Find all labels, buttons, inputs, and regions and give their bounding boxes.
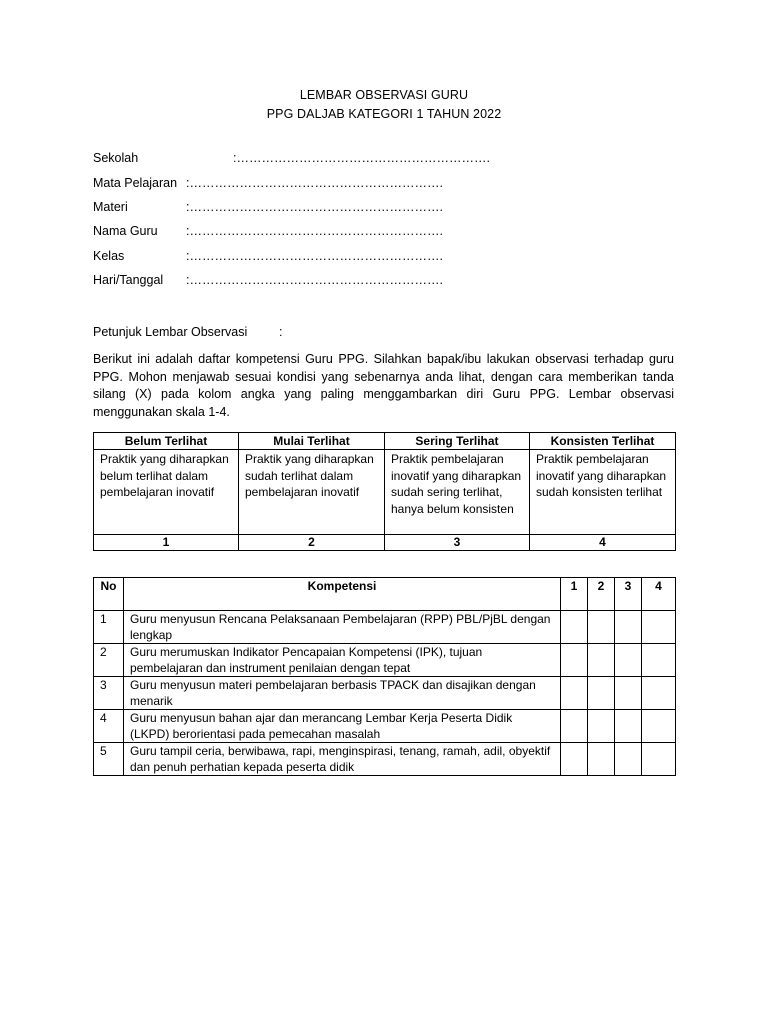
document-subtitle: PPG DALJAB KATEGORI 1 TAHUN 2022 — [266, 107, 502, 121]
field-label-mata-pelajaran: Mata Pelajaran — [93, 176, 178, 190]
row-number: 5 — [94, 743, 124, 776]
competency-header-row — [94, 578, 676, 611]
scale-header: Belum Terlihat — [94, 433, 239, 450]
scale-description: Praktik pembelajaran inovatif yang diharapkan sudah konsisten terlihat — [530, 450, 676, 535]
scale-description: Praktik yang diharapkan belum terlihat dalam pembelajaran inovatif — [94, 450, 239, 535]
score-cell-2[interactable] — [588, 611, 615, 644]
header-competency: Kompetensi — [124, 578, 561, 611]
competency-row — [94, 611, 676, 644]
header-no: No — [94, 578, 124, 611]
field-label-kelas: Kelas — [93, 249, 125, 263]
row-number: 3 — [94, 677, 124, 710]
field-value-materi: :……………………………………………………. — [186, 200, 443, 214]
header-score-3: 3 — [615, 578, 642, 611]
header-score-2: 2 — [588, 578, 615, 611]
score-cell-1[interactable] — [561, 677, 588, 710]
scale-description: Praktik pembelajaran inovatif yang diharapkan sudah sering terlihat, hanya belum konsisten — [385, 450, 530, 535]
scale-score: 3 — [385, 535, 530, 551]
score-cell-4[interactable] — [642, 677, 676, 710]
row-number: 2 — [94, 644, 124, 677]
header-score-4: 4 — [642, 578, 676, 611]
scale-table — [93, 432, 676, 551]
field-label-hari-tanggal: Hari/Tanggal — [93, 273, 164, 287]
score-cell-4[interactable] — [642, 644, 676, 677]
competency-text: Guru tampil ceria, berwibawa, rapi, menginspirasi, tenang, ramah, adil, obyektif dan penuh perhatian kepada peserta didik — [124, 743, 561, 776]
score-cell-2[interactable] — [588, 743, 615, 776]
score-cell-3[interactable] — [615, 644, 642, 677]
competency-row — [94, 743, 676, 776]
instructions-body: Berikut ini adalah daftar kompetensi Guru PPG. Silahkan bapak/ibu lakukan observasi terhadap guru PPG. Mohon menjawab sesuai kondisi yang sebenarnya anda lihat, dengan cara memberikan tanda silang (X) pada kolom angka yang paling menggambarkan diri Guru PPG. Lembar observasi menggunakan skala 1-4. — [93, 352, 674, 419]
competency-row — [94, 677, 676, 710]
score-cell-1[interactable] — [561, 710, 588, 743]
score-cell-2[interactable] — [588, 677, 615, 710]
scale-header-row — [94, 433, 676, 450]
field-label-materi: Materi — [93, 200, 128, 214]
score-cell-3[interactable] — [615, 743, 642, 776]
score-cell-2[interactable] — [588, 644, 615, 677]
field-value-kelas: :……………………………………………………. — [186, 249, 443, 263]
score-cell-3[interactable] — [615, 611, 642, 644]
scale-header: Mulai Terlihat — [239, 433, 385, 450]
scale-score-row — [94, 535, 676, 551]
score-cell-1[interactable] — [561, 644, 588, 677]
score-cell-4[interactable] — [642, 710, 676, 743]
competency-table — [93, 577, 676, 776]
scale-header: Sering Terlihat — [385, 433, 530, 450]
scale-description: Praktik yang diharapkan sudah terlihat dalam pembelajaran inovatif — [239, 450, 385, 535]
row-number: 1 — [94, 611, 124, 644]
instructions-colon: : — [279, 325, 283, 339]
row-number: 4 — [94, 710, 124, 743]
scale-score: 2 — [239, 535, 385, 551]
score-cell-3[interactable] — [615, 710, 642, 743]
score-cell-1[interactable] — [561, 611, 588, 644]
competency-row — [94, 644, 676, 677]
scale-header: Konsisten Terlihat — [530, 433, 676, 450]
scale-score: 4 — [530, 535, 676, 551]
field-value-nama-guru: :……………………………………………………. — [186, 224, 443, 238]
competency-text: Guru merumuskan Indikator Pencapaian Kompetensi (IPK), tujuan pembelajaran dan instrument penilaian dengan tepat — [124, 644, 561, 677]
score-cell-4[interactable] — [642, 743, 676, 776]
field-value-sekolah: :……………………………………………………. — [233, 151, 490, 165]
instructions-title: Petunjuk Lembar Observasi — [93, 325, 248, 339]
header-score-1: 1 — [561, 578, 588, 611]
document-title: LEMBAR OBSERVASI GURU — [299, 88, 469, 102]
competency-text: Guru menyusun bahan ajar dan merancang Lembar Kerja Peserta Didik (LKPD) berorientasi pada pemecahan masalah — [124, 710, 561, 743]
competency-row — [94, 710, 676, 743]
field-label-sekolah: Sekolah — [93, 151, 139, 165]
field-label-nama-guru: Nama Guru — [93, 224, 158, 238]
score-cell-4[interactable] — [642, 611, 676, 644]
scale-description-row — [94, 450, 676, 535]
scale-score: 1 — [94, 535, 239, 551]
field-value-mata-pelajaran: :……………………………………………………. — [186, 176, 443, 190]
score-cell-1[interactable] — [561, 743, 588, 776]
competency-text: Guru menyusun materi pembelajaran berbasis TPACK dan disajikan dengan menarik — [124, 677, 561, 710]
score-cell-2[interactable] — [588, 710, 615, 743]
field-value-hari-tanggal: :……………………………………………………. — [186, 273, 443, 287]
competency-text: Guru menyusun Rencana Pelaksanaan Pembelajaran (RPP) PBL/PjBL dengan lengkap — [124, 611, 561, 644]
score-cell-3[interactable] — [615, 677, 642, 710]
